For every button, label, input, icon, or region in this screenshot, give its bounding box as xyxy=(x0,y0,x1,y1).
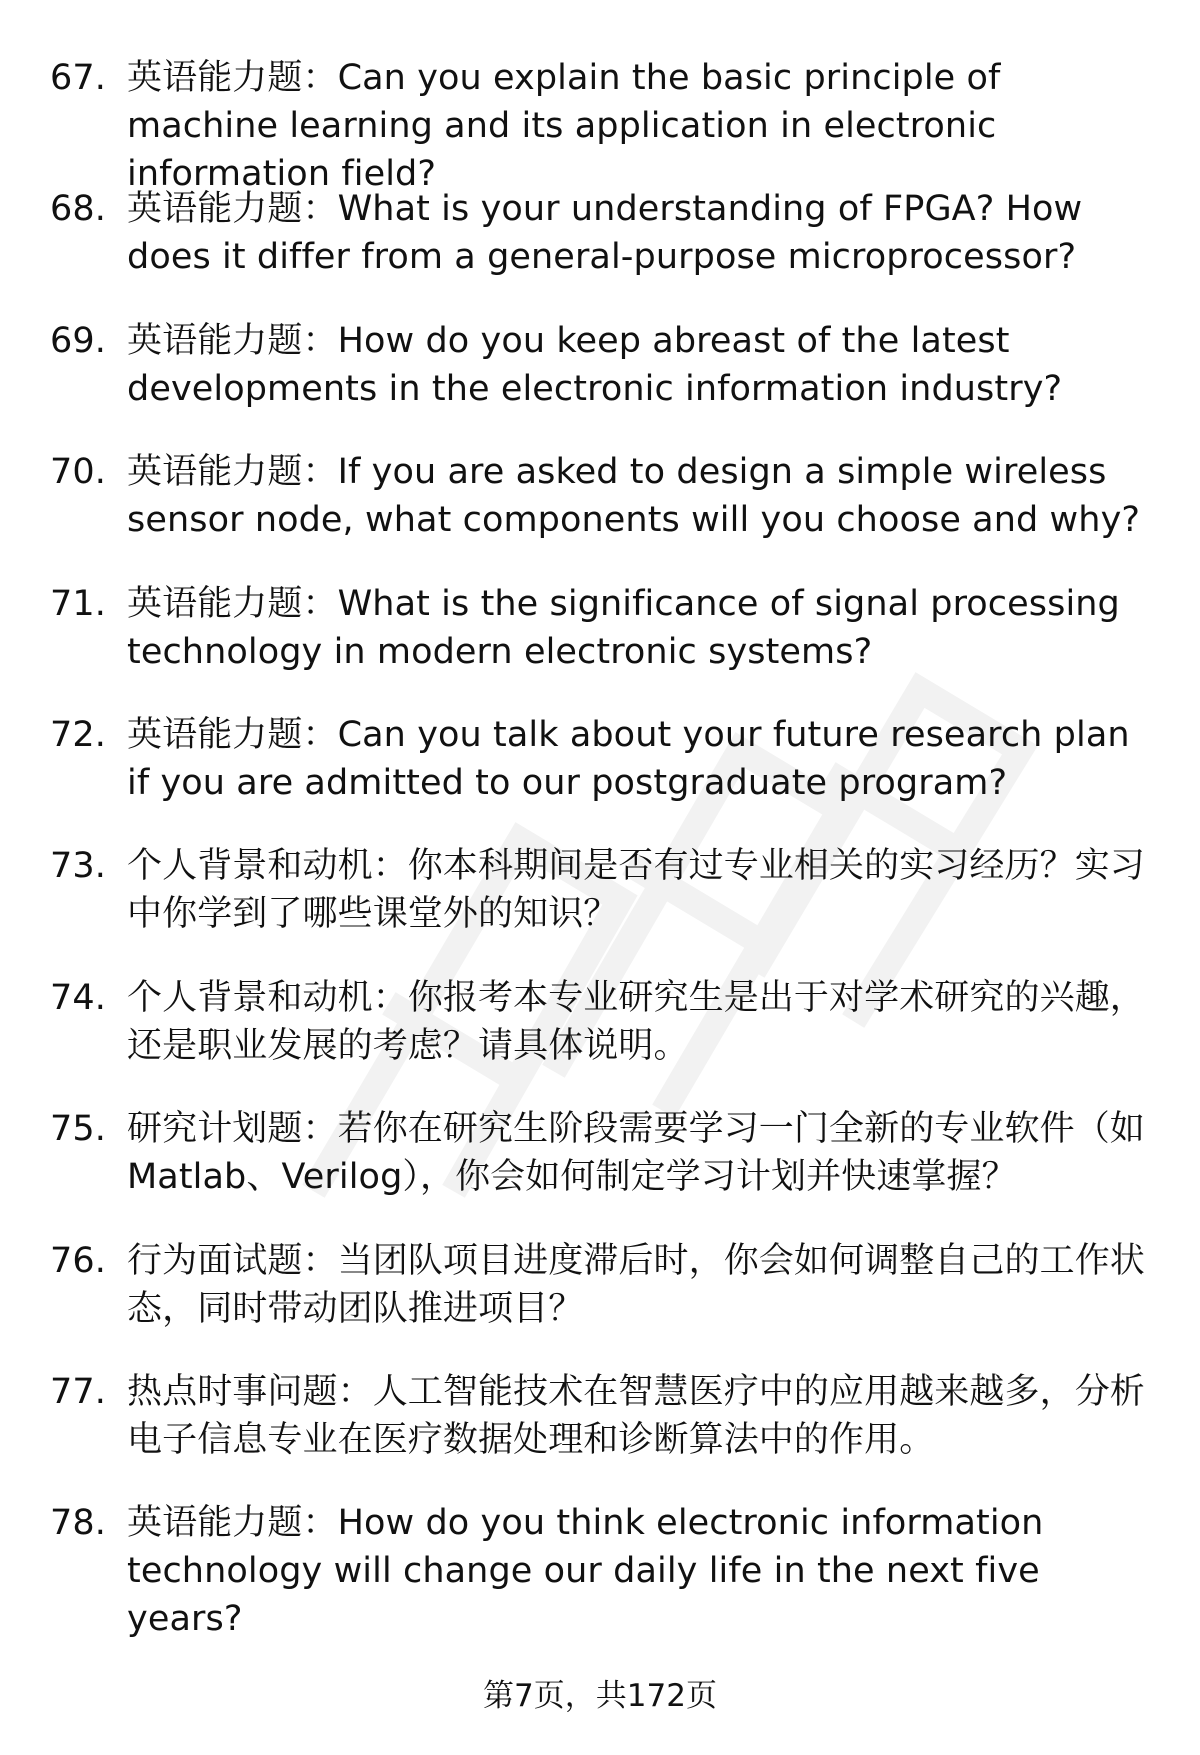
question-number: 71. xyxy=(50,583,106,624)
question-text: 英语能力题：Can you talk about your future research plan if you are admitted to our postgraduate program? xyxy=(127,714,1130,803)
question-text: 个人背景和动机：你本科期间是否有过专业相关的实习经历？实习中你学到了哪些课堂外的知识？ xyxy=(127,846,1145,935)
question-item-69 xyxy=(50,317,1160,413)
question-number: 77. xyxy=(50,1371,106,1412)
question-text: 行为面试题：当团队项目进度滞后时，你会如何调整自己的工作状态，同时带动团队推进项目？ xyxy=(127,1240,1145,1329)
question-list xyxy=(50,54,1160,1640)
question-item-74 xyxy=(50,974,1160,1070)
page-footer xyxy=(0,1676,1200,1716)
question-number: 70. xyxy=(50,452,106,493)
question-item-78 xyxy=(50,1499,1160,1640)
question-number: 72. xyxy=(50,714,106,755)
question-text: 英语能力题：What is the significance of signal processing technology in modern electronic systems? xyxy=(127,583,1120,672)
question-item-76 xyxy=(50,1237,1160,1333)
question-number: 67. xyxy=(50,58,106,98)
question-text: 英语能力题：What is your understanding of FPGA? How does it differ from a general-purpose microprocessor? xyxy=(127,189,1083,278)
question-text: 英语能力题：How do you think electronic information technology will change our daily life in the next five years? xyxy=(127,1503,1044,1640)
question-text: 英语能力题：If you are asked to design a simple wireless sensor node, what components will you choose and why? xyxy=(127,452,1141,541)
page-number-label: 第7页，共172页 xyxy=(483,1678,717,1714)
question-number: 73. xyxy=(50,846,106,887)
question-item-72 xyxy=(50,711,1160,807)
question-number: 68. xyxy=(50,189,106,230)
question-number: 76. xyxy=(50,1240,106,1281)
question-item-70 xyxy=(50,448,1160,544)
question-text: 英语能力题：Can you explain the basic principle of machine learning and its application in electronic information field? xyxy=(127,58,1001,194)
question-number: 69. xyxy=(50,320,106,361)
question-text: 研究计划题：若你在研究生阶段需要学习一门全新的专业软件（如Matlab、Verilog），你会如何制定学习计划并快速掌握？ xyxy=(127,1109,1145,1198)
question-number: 78. xyxy=(50,1503,106,1544)
question-item-75 xyxy=(50,1105,1160,1201)
question-item-73 xyxy=(50,842,1160,938)
question-text: 热点时事问题：人工智能技术在智慧医疗中的应用越来越多，分析电子信息专业在医疗数据处理和诊断算法中的作用。 xyxy=(127,1371,1145,1460)
question-number: 74. xyxy=(50,977,106,1018)
question-number: 75. xyxy=(50,1109,106,1150)
question-text: 英语能力题：How do you keep abreast of the latest developments in the electronic information industry? xyxy=(127,320,1063,409)
question-item-71 xyxy=(50,580,1160,676)
question-item-67 xyxy=(50,54,1160,194)
question-item-77 xyxy=(50,1368,1160,1464)
question-text: 个人背景和动机：你报考本专业研究生是出于对学术研究的兴趣，还是职业发展的考虑？请具体说明。 xyxy=(127,977,1145,1066)
question-item-68 xyxy=(50,185,1160,281)
